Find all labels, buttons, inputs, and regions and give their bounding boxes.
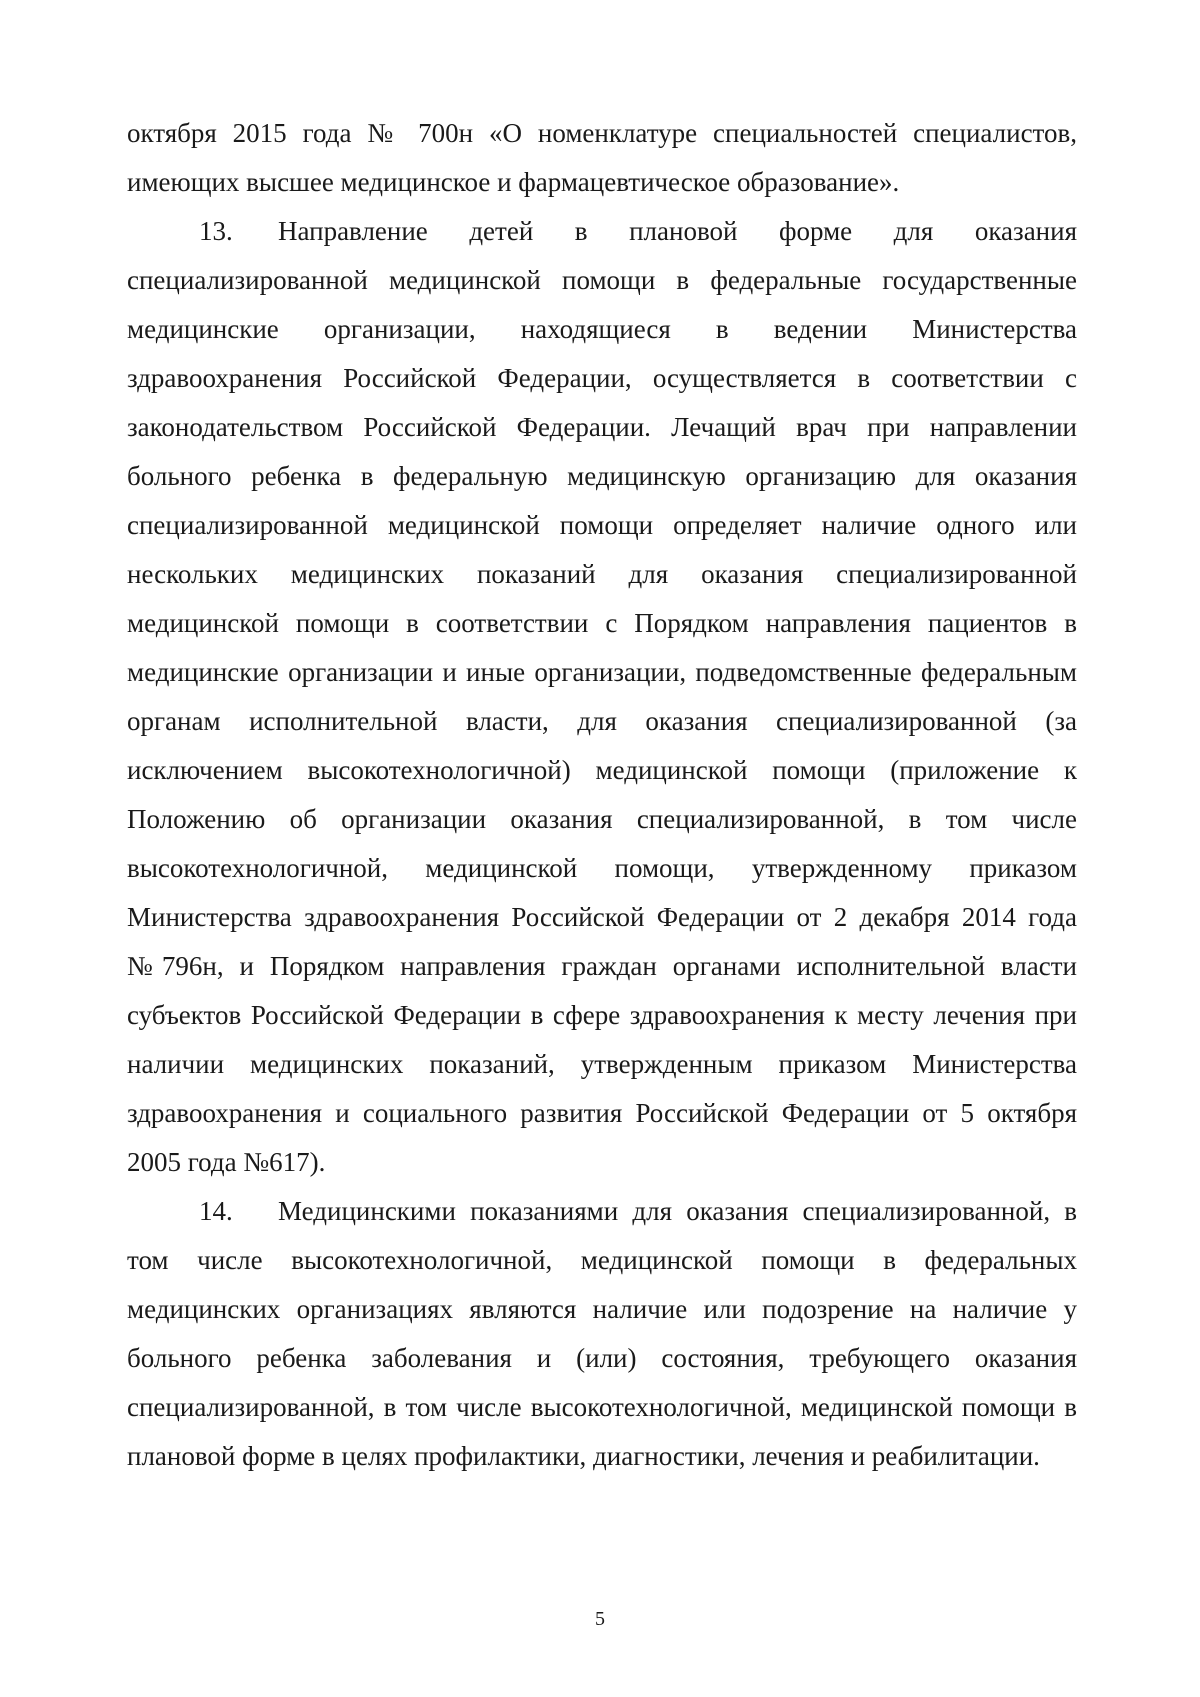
paragraph-14 xyxy=(127,1187,1077,1481)
paragraph-text: октября 2015 года № 700н «О номенклатуре специальностей специалистов, имеющих высшее медицинское и фармацевтическое образование». xyxy=(127,118,1077,197)
paragraph-number: 13. xyxy=(199,216,233,246)
paragraph-13 xyxy=(127,207,1077,1187)
paragraph-text: Медицинскими показаниями для оказания специализированной, в том числе высокотехнологичной, медицинской помощи в федеральных медицинских организациях являются наличие или подозрение на наличие у больного ребенка заболевания и (или) состояния, требующего оказания специализированной, в том числе высокотехнологичной, медицинской помощи в плановой форме в целях профилактики, диагностики, лечения и реабилитации. xyxy=(127,1196,1077,1471)
paragraph-text: Направление детей в плановой форме для оказания специализированной медицинской помощи в федеральные государственные медицинские организации, находящиеся в ведении Министерства здравоохранения Российской Федерации, осуществляется в соответствии с законодательством Российской Федерации. Лечащий врач при направлении больного ребенка в федеральную медицинскую организацию для оказания специализированной медицинской помощи определяет наличие одного или нескольких медицинских показаний для оказания специализированной медицинской помощи в соответствии с Порядком направления пациентов в медицинские организации и иные организации, подведомственные федеральным органам исполнительной власти, для оказания специализированной (за исключением высокотехнологичной) медицинской помощи (приложение к Положению об организации оказания специализированной, в том числе высокотехнологичной, медицинской помощи, утвержденному приказом Министерства здравоохранения Российской Федерации от 2 декабря 2014 года №796н, и Порядком направления граждан органами исполнительной власти субъектов Российской Федерации в сфере здравоохранения к месту лечения при наличии медицинских показаний, утвержденным приказом Министерства здравоохранения и социального развития Российской Федерации от 5 октября 2005 года №617). xyxy=(127,216,1077,1177)
paragraph-continuation xyxy=(127,109,1077,207)
paragraph-number: 14. xyxy=(199,1196,233,1226)
page-number: 5 xyxy=(595,1608,605,1630)
document-body xyxy=(127,109,1077,1481)
